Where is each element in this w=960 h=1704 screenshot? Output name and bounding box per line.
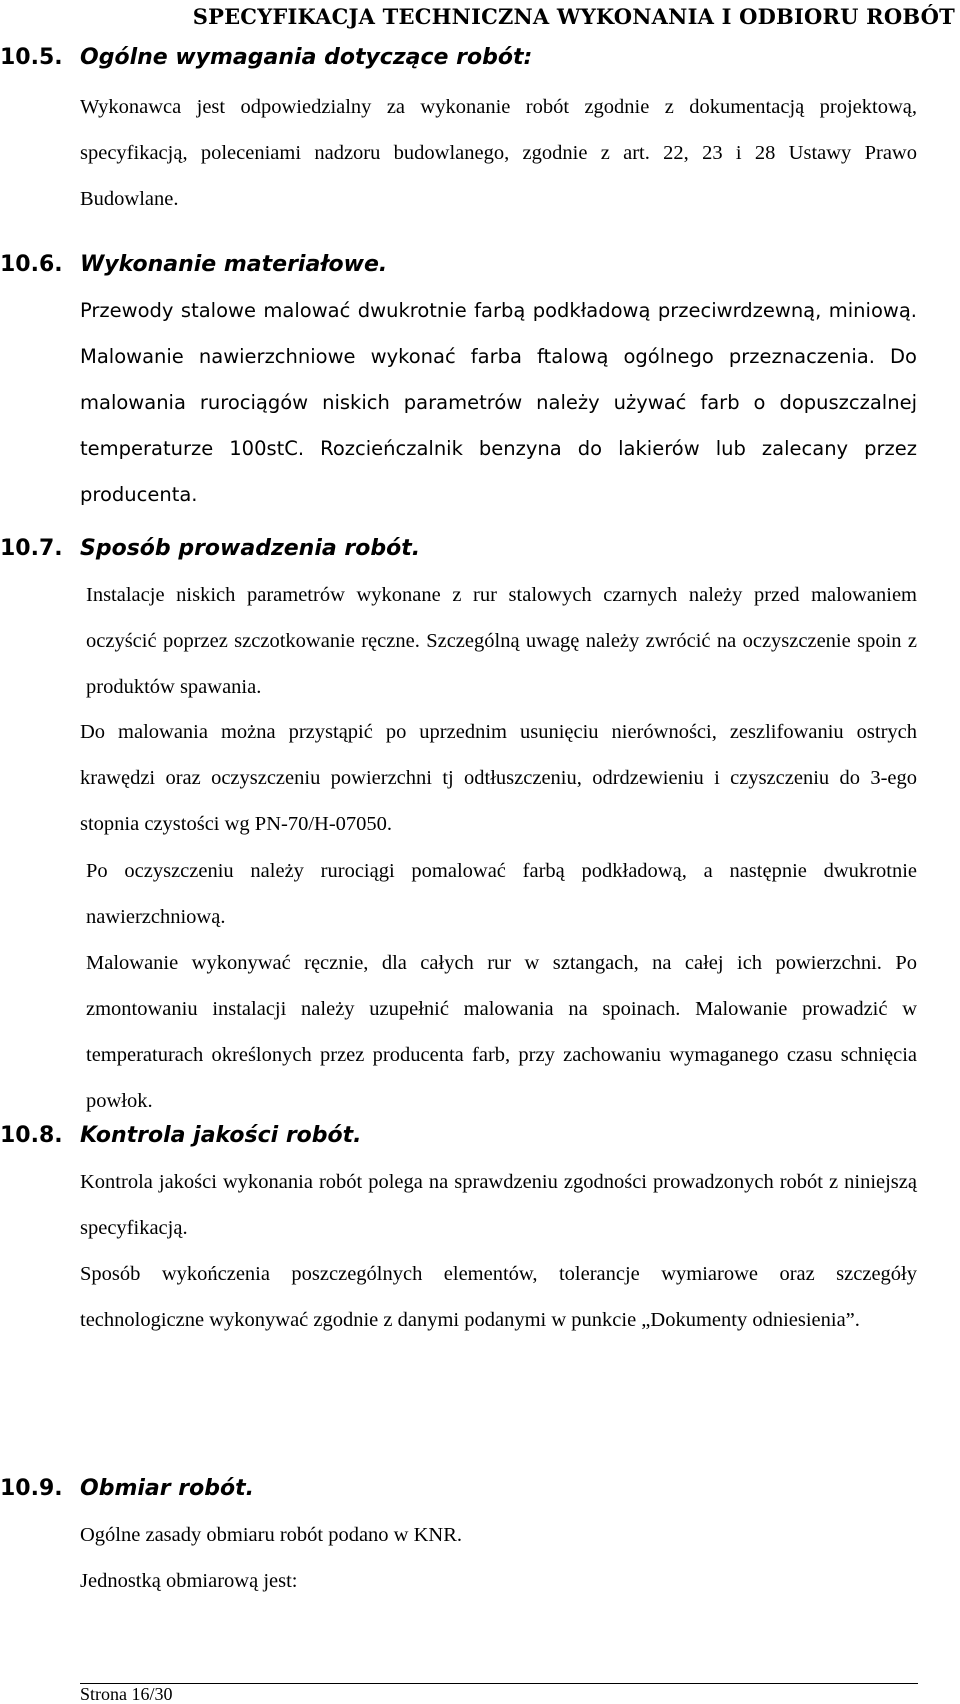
section-number: 10.7. bbox=[0, 536, 63, 561]
section-number: 10.8. bbox=[0, 1123, 63, 1148]
section-heading-10-7 bbox=[0, 534, 960, 564]
paragraph: Przewody stalowe malować dwukrotnie farbą podkładową przeciwrdzewną, miniową. Malowanie nawierzchniowe wykonać farba ftalową ogólnego przeznaczenia. Do malowania rurociągów niskich parametrów należy używać farb o dopuszczalnej temperaturze 100stC. Rozcieńczalnik benzyna do lakierów lub zalecany przez producenta. bbox=[80, 299, 917, 506]
paragraph: Jednostką obmiarową jest: bbox=[80, 1570, 298, 1592]
section-title: Wykonanie materiałowe. bbox=[80, 252, 388, 277]
paragraph: Po oczyszczeniu należy rurociągi pomalować farbą podkładową, a następnie dwukrotnie nawierzchniową. bbox=[86, 860, 917, 928]
section-title: Ogólne wymagania dotyczące robót: bbox=[80, 45, 533, 70]
section-title: Obmiar robót. bbox=[80, 1476, 254, 1501]
section-number: 10.9. bbox=[0, 1476, 63, 1501]
section-title: Sposób prowadzenia robót. bbox=[80, 536, 421, 561]
paragraph: Ogólne zasady obmiaru robót podano w KNR. bbox=[80, 1524, 463, 1546]
section-heading-10-5 bbox=[0, 43, 960, 73]
paragraph: Malowanie wykonywać ręcznie, dla całych rur w sztangach, na całej ich powierzchni. Po zmontowaniu instalacji należy uzupełnić malowania na spoinach. Malowanie prowadzić w temperaturach określonych przez producenta farb, przy zachowaniu wymaganego czasu schnięcia powłok. bbox=[86, 952, 917, 1112]
footer-divider bbox=[80, 1683, 918, 1684]
page-number: Strona 16/30 bbox=[80, 1684, 173, 1704]
paragraph: Kontrola jakości wykonania robót polega na sprawdzeniu zgodności prowadzonych robót z niniejszą specyfikacją. bbox=[80, 1171, 917, 1239]
paragraph: Do malowania można przystąpić po uprzednim usunięciu nierówności, zeszlifowaniu ostrych krawędzi oraz oczyszczeniu powierzchni tj odtłuszczeniu, odrdzewieniu i czyszczeniu do 3-ego stopnia czystości wg PN-70/H-07050. bbox=[80, 721, 917, 835]
paragraph: Instalacje niskich parametrów wykonane z rur stalowych czarnych należy przed malowaniem oczyścić poprzez szczotkowanie ręczne. Szczególną uwagę należy zwrócić na oczyszczenie spoin z produktów spawania. bbox=[86, 584, 917, 698]
section-heading-10-6 bbox=[0, 250, 960, 280]
paragraph: Sposób wykończenia poszczególnych elementów, tolerancje wymiarowe oraz szczegóły technologiczne wykonywać zgodnie z danymi podanymi w punkcie „Dokumenty odniesienia”. bbox=[80, 1263, 917, 1331]
paragraph: Wykonawca jest odpowiedzialny za wykonanie robót zgodnie z dokumentacją projektową, specyfikacją, poleceniami nadzoru budowlanego, zgodnie z art. 22, 23 i 28 Ustawy Prawo Budowlane. bbox=[80, 96, 917, 210]
section-title: Kontrola jakości robót. bbox=[80, 1123, 362, 1148]
section-heading-10-9 bbox=[0, 1474, 960, 1504]
document-header: SPECYFIKACJA TECHNICZNA WYKONANIA I ODBIORU ROBÓT bbox=[192, 4, 955, 29]
section-number: 10.6. bbox=[0, 252, 63, 277]
section-number: 10.5. bbox=[0, 45, 63, 70]
section-heading-10-8 bbox=[0, 1121, 960, 1151]
